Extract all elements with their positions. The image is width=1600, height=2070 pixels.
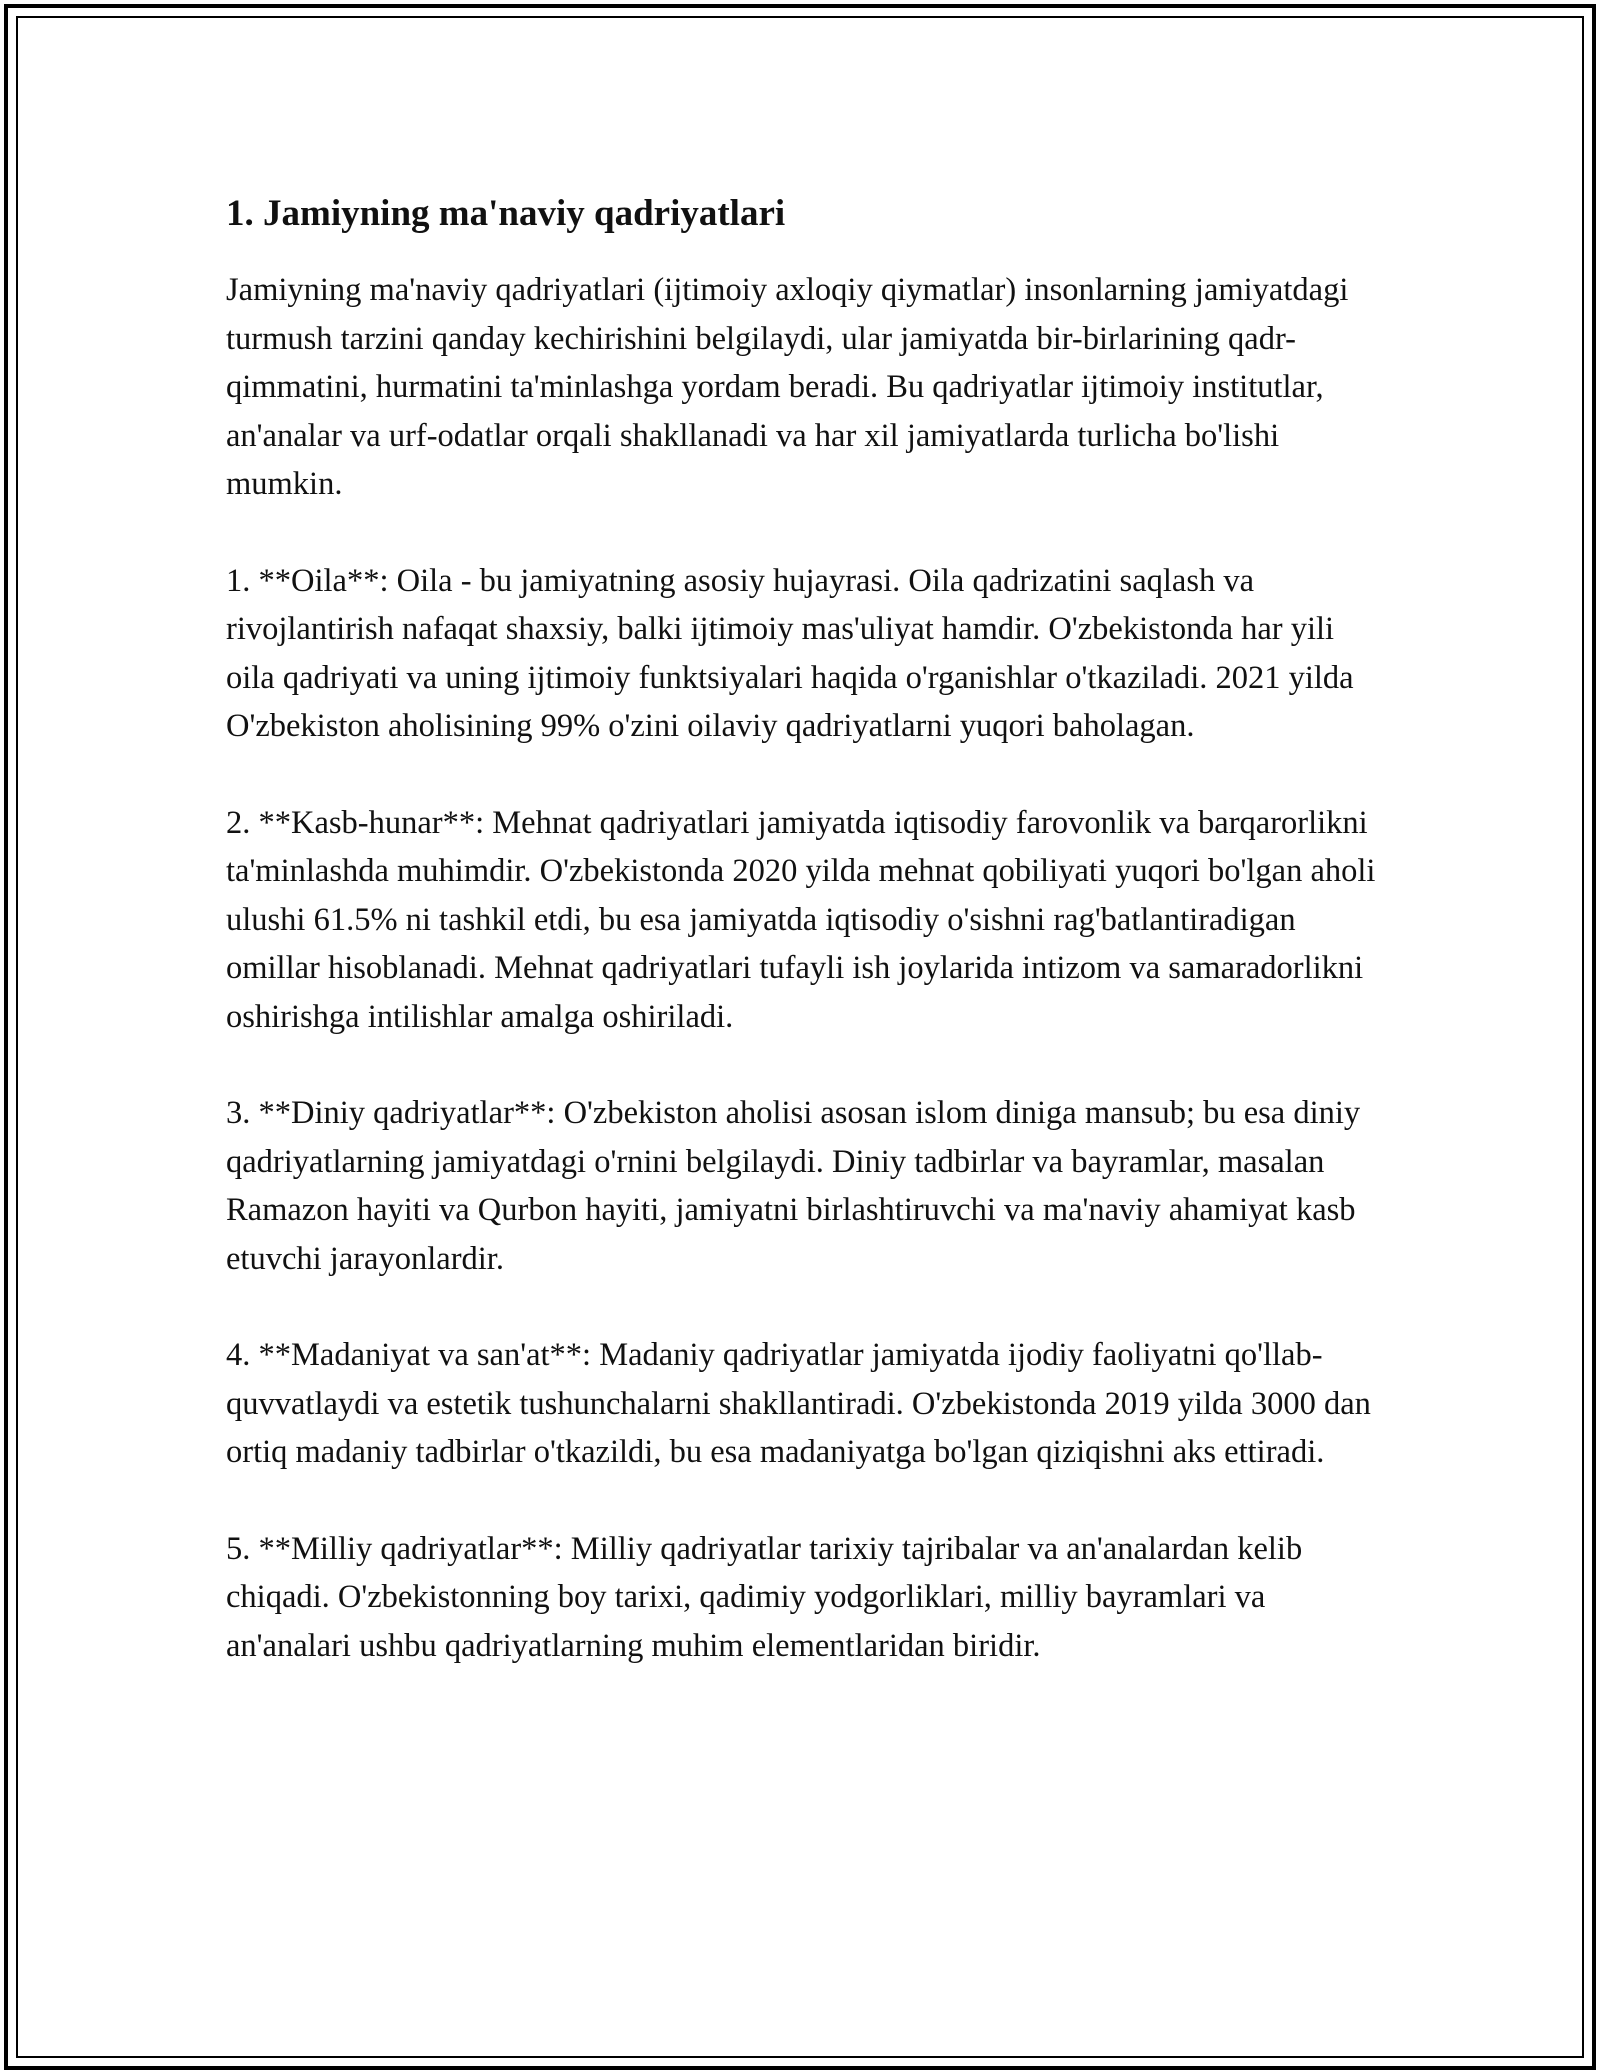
list-item-oila: 1. **Oila**: Oila - bu jamiyatning asosiy hujayrasi. Oila qadrizatini saqlash va rivojlantirish nafaqat shaxsiy, balki ijtimoiy mas'uliyat hamdir. O'zbekistonda har yili oila qadriyati va uning ijtimoiy funktsiyalari haqida o'rganishlar o'tkaziladi. 2021 yilda O'zbekiston aholisining 99% o'zini oilaviy qadriyatlarni yuqori baholagan.	[226, 562, 1354, 744]
list-item-kasb-hunar: 2. **Kasb-hunar**: Mehnat qadriyatlari jamiyatda iqtisodiy farovonlik va barqarorlikni ta'minlashda muhimdir. O'zbekistonda 2020 yilda mehnat qobiliyati yuqori bo'lgan aholi ulushi 61.5% ni tashkil etdi, bu esa jamiyatda iqtisodiy o'sishni rag'batlantiradigan omillar hisoblanadi. Mehnat qadriyatlari tufayli ish joylarida intizom va samaradorlikni oshirishga intilishlar amalga oshiriladi.	[226, 804, 1376, 1035]
list-item-madaniyat-va-sanat: 4. **Madaniyat va san'at**: Madaniy qadriyatlar jamiyatda ijodiy faoliyatni qo'llab-quvvatlaydi va estetik tushunchalarni shakllantiradi. O'zbekistonda 2019 yilda 3000 dan ortiq madaniy tadbirlar o'tkazildi, bu esa madaniyatga bo'lgan qiziqishni aks ettiradi.	[226, 1337, 1371, 1470]
list-item-milliy-qadriyatlar: 5. **Milliy qadriyatlar**: Milliy qadriyatlar tarixiy tajribalar va an'analardan kelib chiqadi. O'zbekistonning boy tarixi, qadimiy yodgorliklari, milliy bayramlari va an'analari ushbu qadriyatlarning muhim elementlaridan biridir.	[226, 1530, 1303, 1664]
intro-paragraph: Jamiyning ma'naviy qadriyatlari (ijtimoiy axloqiy qiymatlar) insonlarning jamiyatdagi turmush tarzini qanday kechirishini belgilaydi, ular jamiyatda bir-birlarining qadr-qimmatini, hurmatini ta'minlashga yordam beradi. Bu qadriyatlar ijtimoiy institutlar, an'analar va urf-odatlar orqali shakllanadi va har xil jamiyatlarda turlicha bo'lishi mumkin.	[226, 272, 1349, 502]
values-list	[226, 557, 1376, 1671]
list-item-diniy-qadriyatlar: 3. **Diniy qadriyatlar**: O'zbekiston aholisi asosan islom diniga mansub; bu esa diniy qadriyatlarning jamiyatdagi o'rnini belgilaydi. Diniy tadbirlar va bayramlar, masalan Ramazon hayiti va Qurbon hayiti, jamiyatni birlashtiruvchi va ma'naviy ahamiyat kasb etuvchi jarayonlardir.	[226, 1095, 1361, 1277]
document-title: 1. Jamiyning ma'naviy qadriyatlari	[226, 193, 786, 234]
document-body	[226, 184, 1376, 1670]
